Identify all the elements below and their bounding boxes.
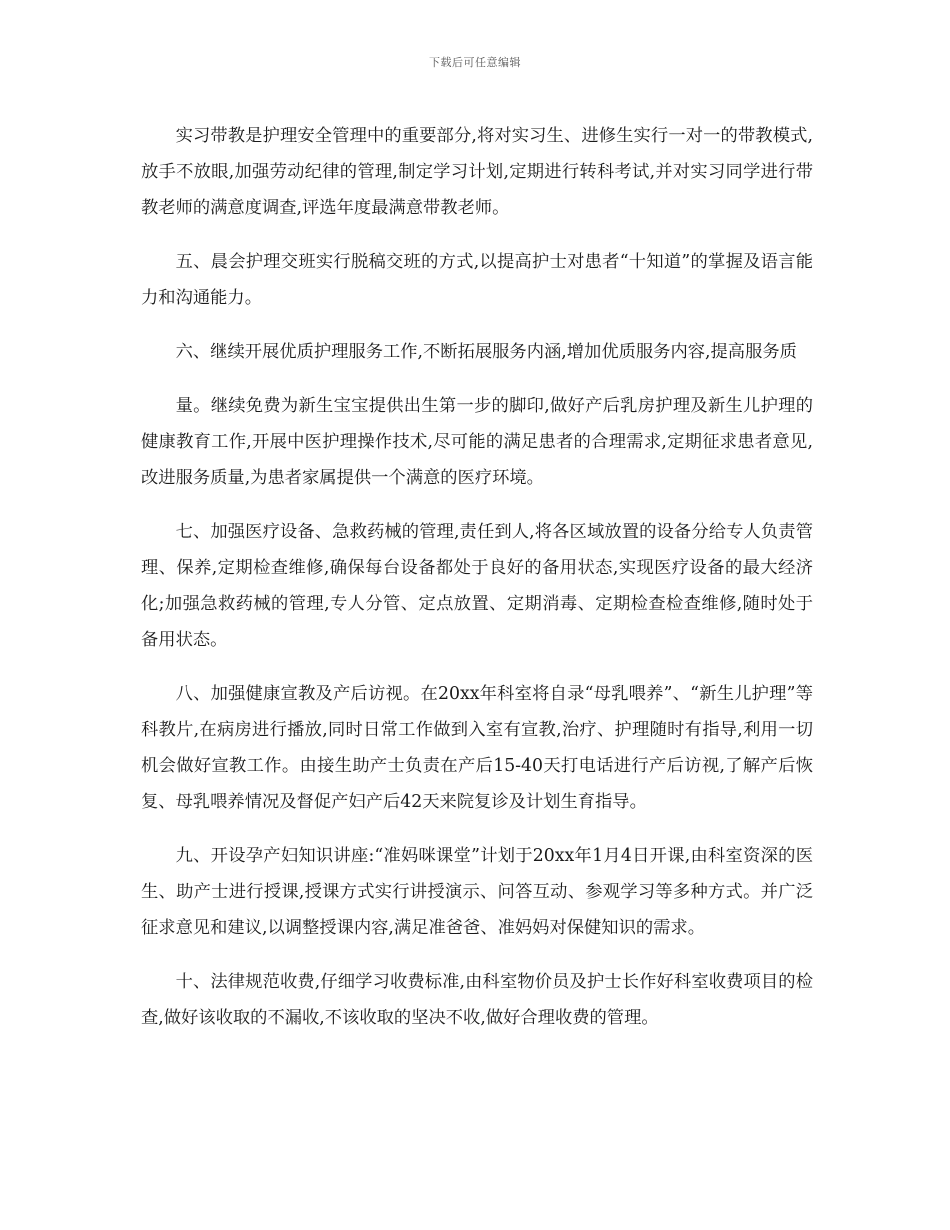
paragraph-item-10: 十、法律规范收费,仔细学习收费标准,由科室物价员及护士长作好科室收费项目的检查,做好该收取的不漏收,不该收取的坚决不收,做好合理收费的管理。 [141,972,813,1028]
page-header: 下载后可任意编辑 [429,56,521,69]
paragraph-item-9: 九、开设孕产妇知识讲座:“准妈咪课堂”计划于20xx年1月4日开课,由科室资深的医生、助产士进行授课,授课方式实行讲授演示、问答互动、参观学习等多种方式。并广泛征求意见和建议,以调整授课内容,满足准爸爸、准妈妈对保健知识的需求。 [141,846,813,938]
paragraph-item-5: 五、晨会护理交班实行脱稿交班的方式,以提高护士对患者“十知道”的掌握及语言能力和沟通能力。 [141,252,813,308]
paragraph-item-7: 七、加强医疗设备、急救药械的管理,责任到人,将各区域放置的设备分给专人负责管理、保养,定期检查维修,确保每台设备都处于良好的备用状态,实现医疗设备的最大经济化;加强急救药械的管理,专人分管、定点放置、定期消毒、定期检查检查维修,随时处于备用状态。 [141,522,813,650]
paragraph-item-8: 八、加强健康宣教及产后访视。在20xx年科室将自录“母乳喂养”、“新生儿护理”等科教片,在病房进行播放,同时日常工作做到入室有宣教,治疗、护理随时有指导,利用一切机会做好宣教工作。由接生助产士负责在产后15-40天打电话进行产后访视,了解产后恢复、母乳喂养情况及督促产妇产后42天来院复诊及计划生育指导。 [141,684,813,812]
document-body [141,118,813,1054]
paragraph-item-6: 六、继续开展优质护理服务工作,不断拓展服务内涵,增加优质服务内容,提高服务质 [175,342,797,362]
paragraph-internship-teaching: 实习带教是护理安全管理中的重要部分,将对实习生、进修生实行一对一的带教模式,放手不放眼,加强劳动纪律的管理,制定学习计划,定期进行转科考试,并对实习同学进行带教老师的满意度调查,评选年度最满意带教老师。 [141,126,813,218]
paragraph-item-6-continued: 量。继续免费为新生宝宝提供出生第一步的脚印,做好产后乳房护理及新生儿护理的健康教育工作,开展中医护理操作技术,尽可能的满足患者的合理需求,定期征求患者意见,改进服务质量,为患者家属提供一个满意的医疗环境。 [141,396,813,488]
